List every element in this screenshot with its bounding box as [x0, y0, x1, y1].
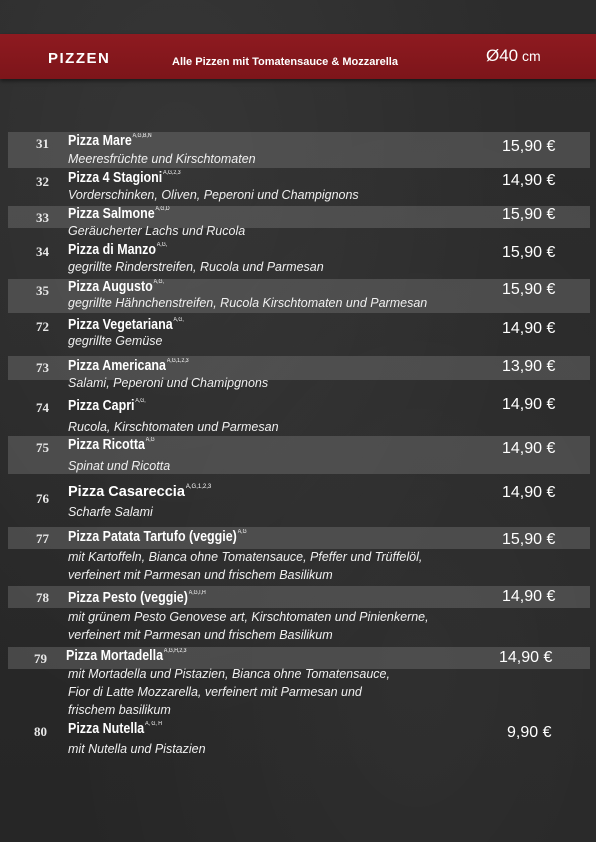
item-number: 31: [36, 136, 49, 151]
item-allergens: A,G,H,2,3: [163, 648, 187, 654]
header-subtitle: Alle Pizzen mit Tomatensauce & Mozzarella: [172, 56, 398, 68]
item-description: Vorderschinken, Oliven, Peperoni und Champignons: [68, 188, 359, 202]
item-description: gegrillte Gemüse: [68, 334, 163, 348]
item-description: Geräucherter Lachs und Rucola: [68, 224, 246, 238]
size-unit: cm: [518, 48, 541, 64]
menu-item: [8, 317, 590, 353]
item-allergens: A,G,: [135, 398, 146, 404]
item-allergens: A,G,1,2,3: [185, 484, 212, 490]
item-number: 74: [36, 400, 49, 415]
menu-item: [8, 396, 590, 436]
menu-item: [8, 480, 590, 522]
item-name: Pizza Salmone$^{A,G,D}$: [68, 206, 170, 222]
item-name: Pizza Casareccia$^{A,G,1,2,3}$: [68, 484, 212, 500]
item-allergens: A,G,B,N: [132, 133, 152, 139]
item-allergens: A,G,1,2,3: [166, 358, 189, 364]
item-name: Pizza Pesto (veggie)$^{A,G,I,H}$: [68, 590, 206, 606]
menu-item: [8, 242, 590, 278]
menu-item: [8, 206, 590, 242]
item-number: 35: [36, 283, 49, 298]
item-description: mit Kartoffeln, Bianca ohne Tomatensauce, Pfeffer und Trüffelöl,: [68, 550, 423, 564]
menu-item: [8, 586, 590, 642]
item-description: Spinat und Ricotta: [68, 459, 171, 473]
item-allergens: A, G, H: [145, 721, 163, 727]
item-price: 15,90 €: [502, 206, 556, 223]
item-description: mit grünem Pesto Genovese art, Kirschtomaten und Pinienkerne,: [68, 610, 429, 624]
item-price: 15,90 €: [502, 138, 556, 155]
item-description: Fior di Latte Mozzarella, verfeinert mit Parmesan und: [68, 685, 362, 699]
item-price: 9,90 €: [507, 724, 552, 741]
item-price: 14,90 €: [502, 484, 556, 501]
item-allergens: A,G,: [153, 279, 164, 285]
item-number: 75: [36, 440, 49, 455]
item-name: Pizza Vegetariana$^{A,G,}$: [68, 317, 184, 333]
item-name: Pizza di Manzo$^{A,G,}$: [68, 242, 168, 258]
menu-item: [8, 436, 590, 476]
item-price: 14,90 €: [502, 320, 556, 337]
item-allergens: A,G: [145, 437, 155, 443]
item-description: mit Mortadella und Pistazien, Bianca ohne Tomatensauce,: [68, 667, 390, 681]
item-description: verfeinert mit Parmesan und frischem Basilikum: [68, 568, 333, 582]
pizza-size: [486, 46, 541, 66]
menu-item: [8, 132, 590, 168]
item-allergens: A,G,: [173, 317, 184, 323]
item-name: Pizza Americana$^{A,G,1,2,3}$: [68, 358, 189, 374]
item-allergens: A,G,D: [155, 206, 170, 212]
item-allergens: A,G,I,H: [188, 590, 206, 596]
item-price: 15,90 €: [502, 531, 556, 548]
size-value: Ø40: [486, 46, 519, 65]
page-title: PIZZEN: [48, 50, 111, 67]
item-allergens: A,G: [237, 529, 247, 535]
item-number: 80: [34, 724, 47, 739]
item-price: 14,90 €: [502, 172, 556, 189]
item-name: Pizza Mortadella$^{A,G,H,2,3}$: [66, 648, 187, 664]
item-price: 14,90 €: [502, 396, 556, 413]
item-description: verfeinert mit Parmesan und frischem Basilikum: [68, 628, 333, 642]
item-number: 32: [36, 174, 49, 189]
item-allergens: A,G,2,3: [163, 170, 181, 176]
item-price: 13,90 €: [502, 358, 556, 375]
item-description: frischem basilikum: [68, 703, 171, 717]
item-number: 73: [36, 360, 49, 375]
item-name: Pizza Mare$^{A,G,B,N}$: [68, 133, 152, 149]
item-number: 33: [36, 210, 49, 225]
menu-item: [8, 170, 590, 206]
item-description: gegrillte Rinderstreifen, Rucola und Parmesan: [68, 260, 324, 274]
item-number: 78: [36, 590, 49, 605]
item-price: 15,90 €: [502, 281, 556, 298]
item-price: 14,90 €: [499, 649, 553, 666]
header-bar: [0, 34, 596, 79]
item-description: Meeresfrüchte und Kirschtomaten: [68, 152, 256, 166]
menu-item: [8, 647, 590, 721]
item-name: Pizza Ricotta$^{A,G}$: [68, 437, 155, 453]
item-description: Salami, Peperoni und Chamipgnons: [68, 376, 269, 390]
item-name: Pizza Patata Tartufo (veggie)$^{A,G}$: [68, 529, 247, 545]
menu-item: [8, 356, 590, 392]
item-description: gegrillte Hähnchenstreifen, Rucola Kirschtomaten und Parmesan: [68, 296, 428, 310]
item-description: mit Nutella und Pistazien: [68, 742, 206, 756]
item-name: Pizza Augusto$^{A,G,}$: [68, 279, 164, 295]
item-name: Pizza Nutella$^{A, G, H}$: [68, 721, 163, 737]
item-number: 77: [36, 531, 49, 546]
item-name: Pizza Capri$^{A,G,}$: [68, 398, 146, 414]
item-price: 14,90 €: [502, 440, 556, 457]
menu-item: [8, 279, 590, 315]
item-number: 79: [34, 651, 47, 666]
item-number: 76: [36, 491, 49, 506]
item-allergens: A,G,: [156, 242, 168, 248]
menu-item: [8, 720, 590, 760]
item-description: Scharfe Salami: [68, 505, 153, 519]
item-price: 15,90 €: [502, 244, 556, 261]
item-name: Pizza 4 Stagioni$^{A,G,2,3}$: [68, 170, 181, 186]
item-number: 72: [36, 319, 49, 334]
menu-item: [8, 527, 590, 583]
item-number: 34: [36, 244, 49, 259]
item-description: Rucola, Kirschtomaten und Parmesan: [68, 420, 279, 434]
item-price: 14,90 €: [502, 588, 556, 605]
